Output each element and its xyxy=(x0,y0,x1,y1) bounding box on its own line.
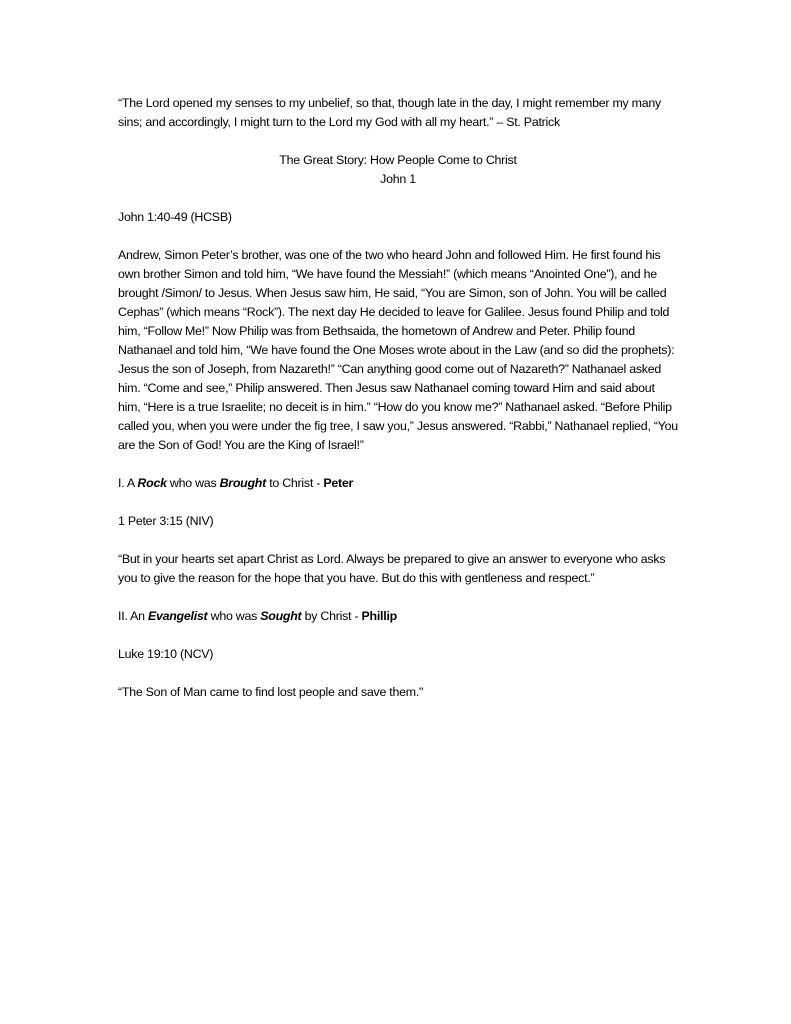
point-2-word-evangelist: Evangelist xyxy=(147,609,208,623)
scripture-3-reference: Luke 19:10 (NCV) xyxy=(118,647,214,661)
title-line-2: John 1 xyxy=(380,172,416,186)
scripture-2-reference: 1 Peter 3:15 (NIV) xyxy=(118,514,214,528)
scripture-2-text: “But in your hearts set apart Christ as Lord. Always be prepared to give an answer to everyone who asks you to give the reason for the hope that you have. But do this with gentleness and respect.” xyxy=(118,552,666,585)
point-1-name: Peter xyxy=(323,476,354,490)
point-1-word-rock: Rock xyxy=(137,476,167,490)
scripture-1-text: Andrew, Simon Peter’s brother, was one of the two who heard John and followed Him. He first found his own brother Simon and told him, “We have found the Messiah!” (which means “Anointed One”), and he brought /Simon/ to Jesus. When Jesus saw him, He said, “You are Simon, son of John. You will be called Cephas” (which means “Rock”). The next day He decided to leave for Galilee. Jesus found Philip and told him, “Follow Me!” Now Philip was from Bethsaida, the hometown of Andrew and Peter. Philip found Nathanael and told him, “We have found the One Moses wrote about in the Law (and so did the prophets): Jesus the son of Joseph, from Nazareth!” “Can anything good come out of Nazareth?” Nathanael asked him. “Come and see,” Philip answered. Then Jesus saw Nathanael coming toward Him and said about him, “Here is a true Israelite; no deceit is in him.” “How do you know me?” Nathanael asked. “Before Philip called you, when you were under the fig tree, I saw you,” Jesus answered. “Rabbi,” Nathanael replied, “You are the Son of God! You are the King of Israel!” xyxy=(118,248,678,452)
point-1-word-brought: Brought xyxy=(219,476,266,490)
point-1-suffix: to Christ - xyxy=(266,476,324,490)
document-page xyxy=(118,94,678,721)
point-1-heading xyxy=(118,474,678,493)
title-line-1: The Great Story: How People Come to Christ xyxy=(279,153,517,167)
scripture-1-reference: John 1:40-49 (HCSB) xyxy=(118,210,232,224)
point-2-word-sought: Sought xyxy=(260,609,302,623)
epigraph-attribution: – St. Patrick xyxy=(493,115,560,129)
point-2-middle: who was xyxy=(207,609,261,623)
point-2-name: Phillip xyxy=(361,609,397,623)
point-2-suffix: by Christ - xyxy=(301,609,362,623)
sermon-title xyxy=(118,151,678,189)
point-2-heading xyxy=(118,607,678,626)
point-1-prefix: I. A xyxy=(118,476,138,490)
point-1-middle: who was xyxy=(166,476,220,490)
scripture-3-text: “The Son of Man came to find lost people and save them." xyxy=(118,685,424,699)
point-2-prefix: II. An xyxy=(118,609,148,623)
epigraph-quote xyxy=(118,94,678,132)
epigraph-text: “The Lord opened my senses to my unbelief, so that, though late in the day, I might remember my many sins; and accordingly, I might turn to the Lord my God with all my heart.” xyxy=(118,96,661,129)
